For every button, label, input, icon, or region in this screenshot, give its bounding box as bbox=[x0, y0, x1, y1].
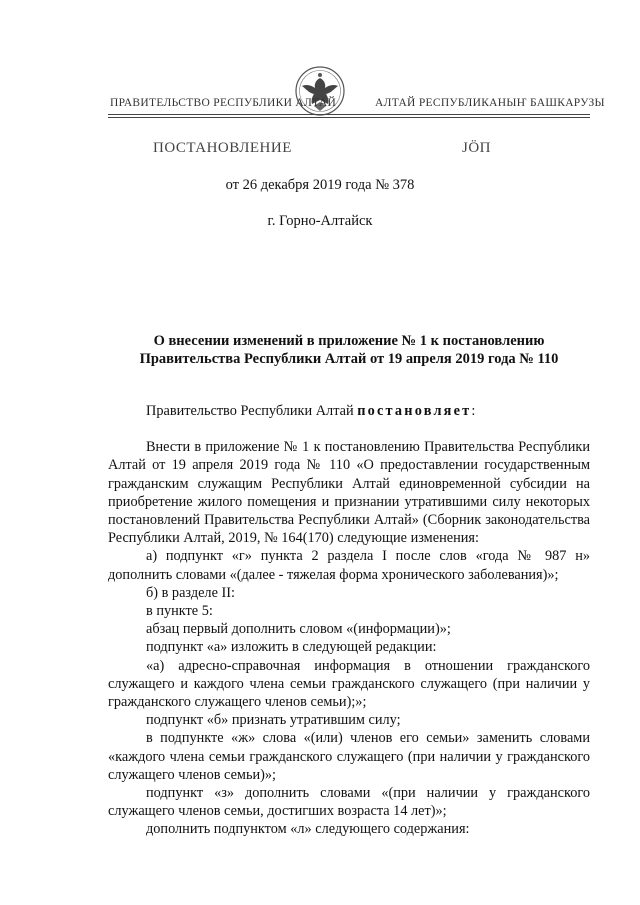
paragraph: в пункте 5: bbox=[146, 603, 213, 620]
paragraph: подпункт «а» изложить в следующей редакции: bbox=[146, 639, 437, 656]
header-rule bbox=[108, 117, 590, 118]
preamble-prefix: Правительство Республики Алтай bbox=[146, 403, 354, 419]
doc-type-altai: ЈӦП bbox=[462, 140, 492, 156]
paragraph: дополнить подпунктом «л» следующего содержания: bbox=[146, 821, 470, 838]
title-line: О внесении изменений в приложение № 1 к постановлению bbox=[153, 333, 545, 349]
paragraph: б) в разделе II: bbox=[146, 584, 235, 601]
paragraph: «а) адресно-справочная информация в отношении гражданского служащего и каждого члена семьи гражданского служащего (при наличии у гражданского служащего членов семьи);»; bbox=[108, 657, 590, 711]
document-city: г. Горно-Алтайск bbox=[267, 213, 373, 229]
paragraph: подпункт «б» признать утратившим силу; bbox=[146, 712, 401, 729]
org-name-russian: ПРАВИТЕЛЬСТВО РЕСПУБЛИКИ АЛТАЙ bbox=[110, 97, 337, 109]
doc-type-russian: ПОСТАНОВЛЕНИЕ bbox=[153, 140, 292, 156]
org-name-altai: АЛТАЙ РЕСПУБЛИКАНЫҤ БАШКАРУЗЫ bbox=[375, 97, 605, 109]
header-rule bbox=[108, 114, 590, 115]
paragraph: а) подпункт «г» пункта 2 раздела I после слов «года № 987 н» дополнить словами «(далее - тяжелая форма хронического заболевания)»; bbox=[108, 548, 590, 583]
paragraph: абзац первый дополнить словом «(информации)»; bbox=[146, 621, 451, 638]
document-body bbox=[108, 402, 590, 839]
title-line: Правительства Республики Алтай от 19 апреля 2019 года № 110 bbox=[139, 351, 559, 367]
paragraph: в подпункте «ж» слова «(или) членов его семьи» заменить словами «каждого члена семьи гражданского служащего (при наличии у гражданского служащего членов семьи)»; bbox=[108, 730, 590, 783]
paragraph: Внести в приложение № 1 к постановлению Правительства Республики Алтай от 19 апреля 2019 года № 110 «О предоставлении государственным гражданским служащим Республики Алтай единовременной субсидии на приобретение жилого помещения и признании утратившими силу некоторых постановлений Правительства Республики Алтай» (Сборник законодательства Республики Алтай, 2019, № 164(170) следующие изменения: bbox=[108, 439, 590, 547]
preamble-decree-word: постановляет bbox=[357, 403, 472, 419]
document-title bbox=[108, 332, 590, 368]
document-date-number: от 26 декабря 2019 года № 378 bbox=[225, 177, 415, 193]
preamble bbox=[108, 402, 590, 420]
paragraph: подпункт «з» дополнить словами «(при наличии у гражданского служащего членов семьи, достигших возраста 14 лет)»; bbox=[108, 785, 590, 820]
preamble-suffix: : bbox=[471, 403, 476, 419]
